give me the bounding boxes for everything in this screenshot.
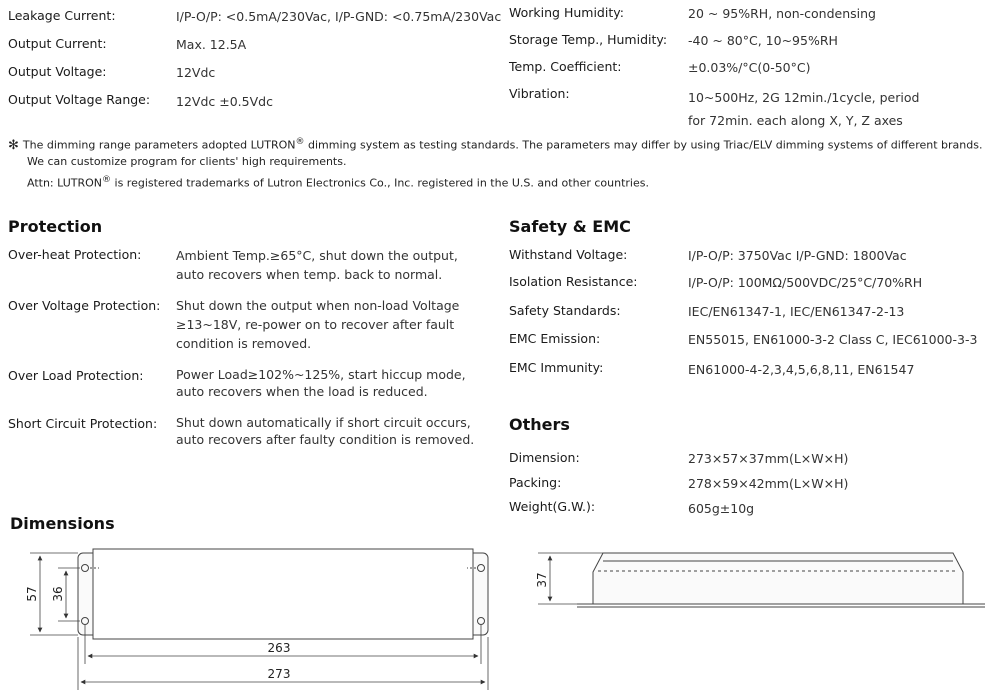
others-label-dimension: Dimension:: [509, 450, 580, 465]
spec-value-leakage: I/P-O/P: <0.5mA/230Vac, I/P-GND: <0.75mA/230Vac: [176, 9, 502, 24]
safety-label-isolation: Isolation Resistance:: [509, 274, 638, 289]
note-text-3a: Attn: LUTRON: [27, 176, 103, 190]
dim-length-inner: 263: [267, 641, 291, 655]
safety-label-emission: EMC Emission:: [509, 331, 601, 346]
side-view-drawing: [577, 553, 985, 607]
dim-width-inner: 36: [51, 586, 65, 602]
dim-length-outer: 273: [267, 667, 291, 681]
spec-label-vibration: Vibration:: [509, 86, 570, 101]
spec-value-storage: -40 ~ 80°C, 10~95%RH: [688, 33, 838, 48]
protection-title: Protection: [8, 217, 103, 236]
safety-label-standards: Safety Standards:: [509, 303, 621, 318]
others-title: Others: [509, 415, 570, 434]
protection-label-overvoltage: Over Voltage Protection:: [8, 298, 161, 313]
spec-value-humidity: 20 ~ 95%RH, non-condensing: [688, 6, 876, 21]
protection-value-short-circuit: Shut down automatically if short circuit occurs, auto recovers after faulty condition is removed.: [176, 415, 475, 447]
registered-mark: ®: [295, 137, 305, 147]
protection-value-overload: Power Load≥102%~125%, start hiccup mode, auto recovers when the load is reduced.: [176, 367, 466, 399]
protection-label-short-circuit: Short Circuit Protection:: [8, 416, 158, 431]
spec-label-output-current: Output Current:: [8, 36, 107, 51]
protection-label-overload: Over Load Protection:: [8, 368, 144, 383]
safety-value-withstand: I/P-O/P: 3750Vac I/P-GND: 1800Vac: [688, 248, 907, 263]
note-symbol: ✻: [8, 137, 19, 153]
safety-title: Safety & EMC: [509, 217, 631, 236]
spec-value-output-voltage: 12Vdc: [176, 65, 216, 80]
spec-label-temp-coefficient: Temp. Coefficient:: [509, 59, 622, 74]
note-line-2: We can customize program for clients' high requirements.: [27, 155, 347, 168]
others-value-packing: 278×59×42mm(L×W×H): [688, 476, 849, 491]
spec-label-voltage-range: Output Voltage Range:: [8, 92, 151, 107]
spec-value-voltage-range: 12Vdc ±0.5Vdc: [176, 94, 273, 109]
others-label-weight: Weight(G.W.):: [509, 499, 596, 514]
spec-value-output-current: Max. 12.5A: [176, 37, 247, 52]
others-label-packing: Packing:: [509, 475, 562, 490]
note-text-3b: is registered trademarks of Lutron Electronics Co., Inc. registered in the U.S. and other countries.: [111, 176, 649, 190]
safety-value-isolation: I/P-O/P: 100MΩ/500VDC/25°C/70%RH: [688, 275, 923, 290]
others-value-weight: 605g±10g: [688, 501, 755, 516]
spec-value-temp-coefficient: ±0.03%/°C(0-50°C): [688, 60, 811, 75]
spec-label-output-voltage: Output Voltage:: [8, 64, 107, 79]
safety-label-immunity: EMC Immunity:: [509, 360, 604, 375]
note-text-1b: dimming system as testing standards. The parameters may differ by using Triac/ELV dimming systems of different brands.: [304, 138, 983, 152]
protection-value-overheat: Ambient Temp.≥65°C, shut down the output, auto recovers when temp. back to normal.: [176, 248, 458, 282]
top-view-drawing: [78, 549, 488, 639]
protection-label-overheat: Over-heat Protection:: [8, 247, 142, 262]
spec-label-storage: Storage Temp., Humidity:: [509, 32, 668, 47]
dim-height: 37: [535, 572, 549, 588]
spec-value-vibration: 10~500Hz, 2G 12min./1cycle, period for 72min. each along X, Y, Z axes: [688, 90, 920, 128]
registered-mark: ®: [102, 175, 112, 185]
protection-value-overvoltage: Shut down the output when non-load Voltage ≥13~18V, re-power on to recover after fault condition is removed.: [176, 298, 460, 351]
dimensions-title: Dimensions: [10, 514, 115, 533]
safety-value-emission: EN55015, EN61000-3-2 Class C, IEC61000-3-3: [688, 332, 978, 347]
others-value-dimension: 273×57×37mm(L×W×H): [688, 451, 849, 466]
safety-label-withstand: Withstand Voltage:: [509, 247, 628, 262]
safety-value-standards: IEC/EN61347-1, IEC/EN61347-2-13: [688, 304, 905, 319]
safety-value-immunity: EN61000-4-2,3,4,5,6,8,11, EN61547: [688, 362, 915, 377]
spec-label-humidity: Working Humidity:: [509, 5, 624, 20]
spec-label-leakage: Leakage Current:: [8, 8, 116, 23]
dim-width-outer: 57: [25, 586, 39, 602]
note-text-1a: The dimming range parameters adopted LUTRON: [22, 138, 296, 152]
